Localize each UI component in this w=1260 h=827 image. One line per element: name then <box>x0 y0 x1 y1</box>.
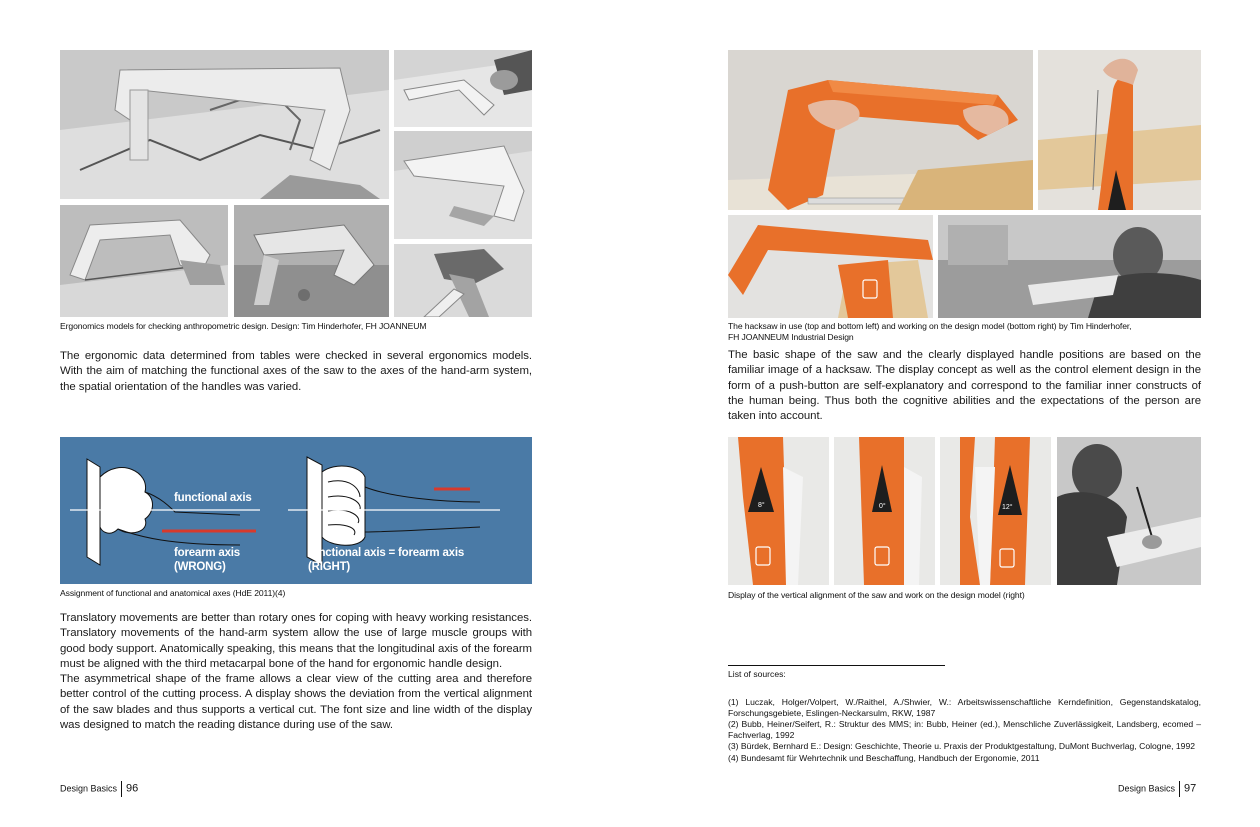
right-footer-divider <box>1179 781 1180 797</box>
hacksaw-in-use-photo-bottom-left <box>728 215 933 318</box>
right-page-number: 97 <box>1184 782 1197 795</box>
right-footer-label: Design Basics <box>1118 783 1176 794</box>
ergonomics-model-photo-bottom-middle <box>234 205 389 317</box>
design-model-work-photo-2 <box>1057 437 1201 585</box>
basic-shape-paragraph <box>728 348 1201 424</box>
design-model-work-photo <box>938 215 1201 318</box>
source-item: (1) Luczak, Holger/Volpert, W./Raithel, A./Shwier, W.: Arbeitswissenschaftliche Kerndefinition, Gegenstandskatalog, Forschungsgebiete, Eslingen-Neckarsulm, RKW, 1987 <box>728 697 1201 719</box>
left-page-number: 96 <box>126 782 139 795</box>
basic-shape-text: The basic shape of the saw and the clearly displayed handle positions are based on the familiar image of a hacksaw. The display concept as well as the control element design in the form of a push-button are self-explanatory and correspond to the familiar inner constructs of the human being. Thus both the cognitive abilities and the expectations of the person are taken into account. <box>728 349 1201 423</box>
left-footer-divider <box>121 781 122 797</box>
display-caption: Display of the vertical alignment of the saw and work on the design model (right) <box>728 590 1025 600</box>
diagram-label-functional-axis: functional axis <box>174 492 252 504</box>
diagram-label-right: (RIGHT) <box>308 561 351 573</box>
translatory-movements-paragraph <box>60 611 532 733</box>
hacksaw-caption-line2: FH JOANNEUM Industrial Design <box>728 332 854 342</box>
asymmetrical-frame-text: The asymmetrical shape of the frame allows a clear view of the cutting area and therefore better control of the cutting process. A display shows the deviation from the vertical alignment of the saw blades and thus supports a vertical cut. The font size and line width of the display was designed to match the reading distance during use of the saw. <box>60 673 532 732</box>
display-angle-photo-1 <box>728 437 829 585</box>
diagram-label-forearm-axis: forearm axis <box>174 547 240 559</box>
diagram-label-functional-equals-forearm: functional axis = forearm axis <box>308 547 465 559</box>
hacksaw-in-use-photo-large <box>728 50 1033 210</box>
axis-assignment-diagram <box>60 437 532 584</box>
source-item: (4) Bundesamt für Wehrtechnik und Beschaffung, Handbuch der Ergonomie, 2011 <box>728 752 1040 763</box>
hacksaw-caption-line1: The hacksaw in use (top and bottom left) and working on the design model (bottom right) by Tim Hinderhofer, <box>728 321 1132 331</box>
source-item: (3) Bürdek, Bernhard E.: Design: Geschichte, Theorie u. Praxis der Produktgestaltung, DuMont Buchverlag, Cologne, 1992 <box>728 741 1196 752</box>
display-angle-label-3: 12° <box>1002 504 1013 511</box>
translatory-movements-text: Translatory movements are better than rotary ones for coping with heavy working resistances. Translatory movements of the hand-arm system allow the use of large muscle groups with good body support. Anatomically speaking, this means that the longitudinal axis of the forearm must be aligned with the third metacarpal bone of the hand for ergonomic handle design. <box>60 612 532 670</box>
sources-title: List of sources: <box>728 669 786 679</box>
ergonomics-model-photo-bottom-left <box>60 205 228 317</box>
display-angle-label-2: 0° <box>879 503 886 510</box>
display-angle-photo-3 <box>940 437 1051 585</box>
left-footer-label: Design Basics <box>60 783 118 794</box>
ergonomic-data-paragraph <box>60 349 532 395</box>
list-of-sources <box>728 669 1201 764</box>
sources-rule <box>728 665 945 666</box>
ergonomics-model-photo-bottom-right <box>394 244 532 317</box>
hacksaw-in-use-photo-vertical <box>1038 50 1201 210</box>
display-angle-label-1: 8° <box>758 502 765 509</box>
ergonomics-model-photo-middle-right <box>394 131 532 239</box>
source-item: (2) Bubb, Heiner/Seifert, R.: Struktur des MMS; in: Bubb, Heiner (ed.), Menschliche Zuverlässigkeit, Landsberg, ecomed – Fachverlag, 1992 <box>728 719 1201 741</box>
left-footer <box>60 781 138 797</box>
ergonomics-model-photo-large <box>60 50 389 199</box>
ergonomics-models-caption: Ergonomics models for checking anthropometric design. Design: Tim Hinderhofer, FH JOANNEUM <box>60 321 427 331</box>
display-angle-photo-2 <box>834 437 935 585</box>
ergonomics-model-photo-top-right <box>394 50 532 127</box>
ergonomic-data-text: The ergonomic data determined from tables were checked in several ergonomics models. With the aim of matching the functional axes of the saw to the axes of the hand-arm system, the spatial orientation of the handles was varied. <box>60 350 532 393</box>
right-footer <box>1118 781 1196 797</box>
diagram-label-wrong: (WRONG) <box>174 561 226 573</box>
diagram-caption: Assignment of functional and anatomical axes (HdE 2011)(4) <box>60 588 286 598</box>
